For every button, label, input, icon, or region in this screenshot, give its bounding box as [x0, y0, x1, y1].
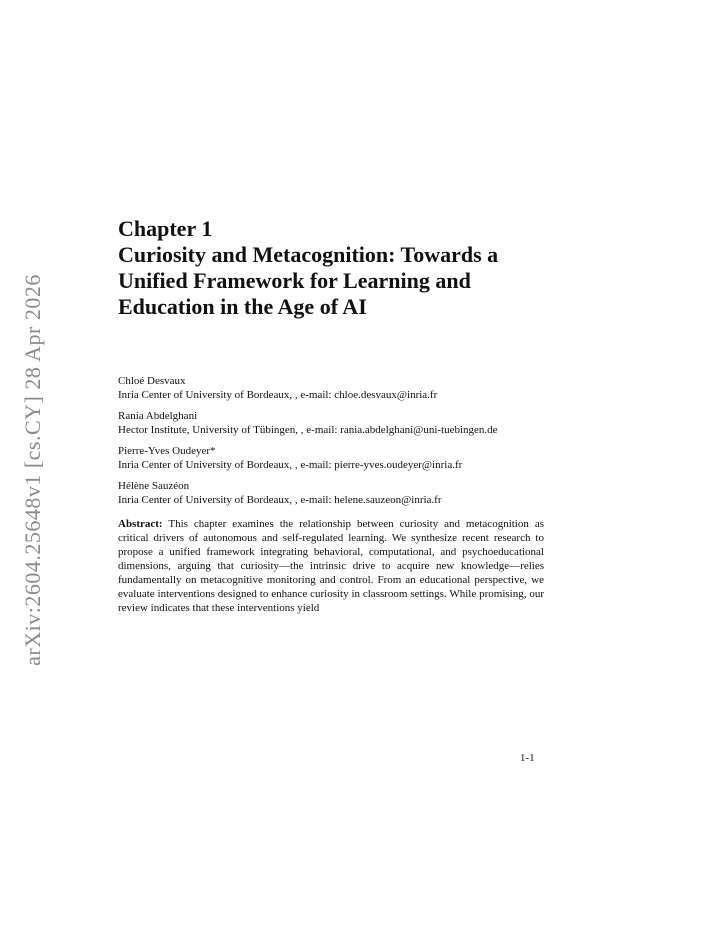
abstract-label: Abstract:	[118, 518, 163, 530]
page-number: 1-1	[520, 752, 535, 764]
arxiv-identifier-text: arXiv:2604.25648v1 [cs.CY] 28 Apr 2026	[20, 274, 45, 666]
author-entry	[118, 444, 588, 472]
author-list	[118, 374, 588, 507]
author-affiliation: Inria Center of University of Bordeaux, , e-mail: pierre-yves.oudeyer@inria.fr	[118, 459, 463, 471]
author-affiliation: Hector Institute, University of Tübingen, , e-mail: rania.abdelghani@uni-tuebingen.de	[118, 424, 498, 436]
author-affiliation: Inria Center of University of Bordeaux, , e-mail: chloe.desvaux@inria.fr	[118, 389, 438, 401]
author-name: Pierre-Yves Oudeyer*	[118, 445, 216, 457]
author-entry	[118, 409, 588, 437]
author-name: Rania Abdelghani	[118, 410, 198, 422]
author-affiliation: Inria Center of University of Bordeaux, , e-mail: helene.sauzeon@inria.fr	[118, 494, 442, 506]
chapter-label: Chapter 1	[118, 216, 213, 241]
author-name: Hélène Sauzéon	[118, 480, 190, 492]
author-name: Chloé Desvaux	[118, 375, 186, 387]
author-entry	[118, 374, 588, 402]
arxiv-identifier-stamp	[18, 260, 48, 680]
chapter-title: Curiosity and Metacognition: Towards a Unified Framework for Learning and Education in the Age of AI	[118, 242, 499, 319]
abstract-text: This chapter examines the relationship between curiosity and metacognition as critical drivers of autonomous and self-regulated learning. We synthesize recent research to propose a unified framework integrating behavioral, computational, and psychoeducational dimensions, arguing that curiosity—the intrinsic drive to acquire new knowledge—relies fundamentally on metacognitive monitoring and control. From an educational perspective, we evaluate interventions designed to enhance curiosity in classroom settings. While promising, our review indicates that these interventions yield	[118, 518, 544, 614]
paper-first-page	[118, 216, 588, 626]
abstract-paragraph	[118, 517, 544, 615]
author-entry	[118, 479, 588, 507]
